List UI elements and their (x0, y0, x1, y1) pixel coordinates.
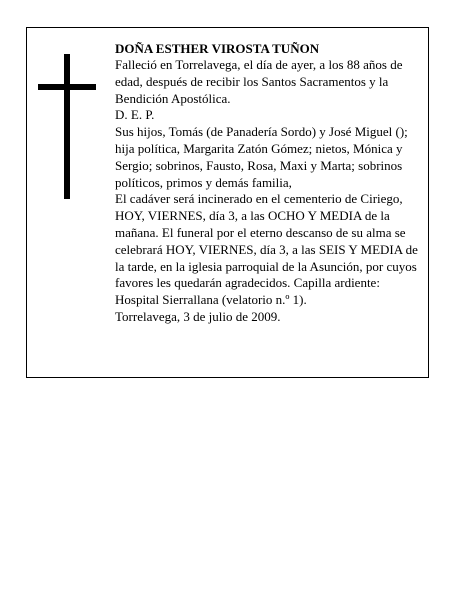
cross-vertical-bar (64, 54, 70, 199)
funeral-details: El cadáver será incinerado en el cementerio de Ciriego, HOY, VIERNES, día 3, a las OCHO Y MEDIA de la mañana. El funeral por el eterno descanso de su alma se celebrará HOY, VIERNES, día 3, a las SEIS Y MEDIA de la tarde, en la iglesia parroquial de la Asunción, por cuyos favores les quedarán agradecidos. Capilla ardiente: Hospital Sierrallana (velatorio n.º 1). (115, 191, 418, 308)
death-announcement: Falleció en Torrelavega, el día de ayer, a los 88 años de edad, después de recibir los Santos Sacramentos y la Bendición Apostólica. (115, 57, 403, 106)
family-list: Sus hijos, Tomás (de Panadería Sordo) y José Miguel (); hija política, Margarita Zatón Gómez; nietos, Mónica y Sergio; sobrinos, Fausto, Rosa, Maxi y Marta; sobrinos políticos, primos y demás familia, (115, 124, 408, 190)
obituary-text (115, 40, 420, 326)
cross-horizontal-bar (38, 84, 96, 90)
rest-in-peace: D. E. P. (115, 107, 155, 123)
obituary-notice (26, 27, 429, 378)
cross-icon (38, 54, 96, 199)
place-and-date: Torrelavega, 3 de julio de 2009. (115, 308, 281, 324)
deceased-name: DOÑA ESTHER VIROSTA TUÑON (115, 41, 320, 56)
